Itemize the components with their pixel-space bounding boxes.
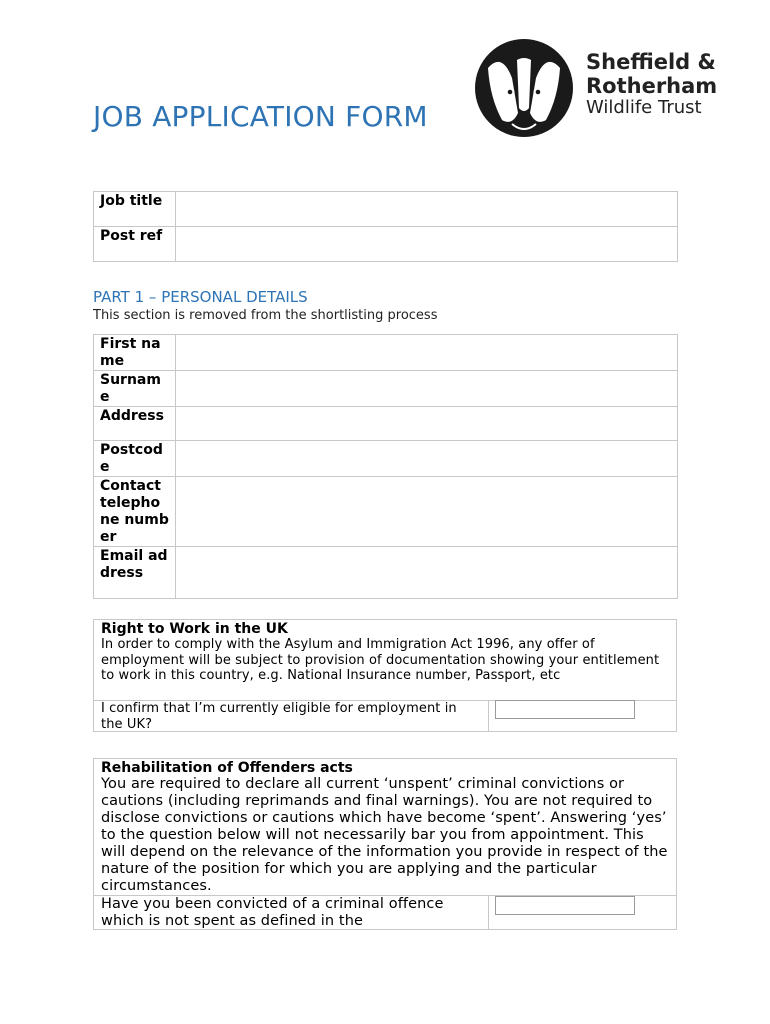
address-field[interactable] — [176, 407, 678, 441]
table-row — [94, 371, 678, 407]
right-to-work-box — [93, 619, 677, 732]
eligibility-answer-field[interactable] — [495, 700, 635, 719]
surname-label: Surname — [94, 371, 176, 407]
conviction-answer-field[interactable] — [495, 896, 635, 915]
right-to-work-heading: Right to Work in the UK — [101, 621, 288, 637]
conviction-question: Have you been convicted of a criminal offence which is not spent as defined in the — [101, 896, 444, 929]
telephone-label: Contact telephone number — [94, 477, 176, 547]
postcode-label: Postcode — [94, 441, 176, 477]
table-row — [94, 192, 678, 227]
address-label: Address — [94, 407, 176, 441]
part1-heading: PART 1 – PERSONAL DETAILS — [93, 288, 308, 306]
first-name-label: First name — [94, 335, 176, 371]
table-row — [94, 441, 678, 477]
page-title: JOB APPLICATION FORM — [93, 100, 428, 133]
email-field[interactable] — [176, 547, 678, 599]
rehabilitation-text: You are required to declare all current ‘unspent’ criminal convictions or cautions (including reprimands and final warnings). You are not required to disclose convictions or cautions which have become ‘spent’. Answering ‘yes’ to the question below will not necessarily bar you from appointment. This will depend on the relevance of the information you provide in respect of the nature of the position for which you are applying and the particular circumstances. — [101, 776, 668, 894]
postcode-field[interactable] — [176, 441, 678, 477]
table-row — [94, 335, 678, 371]
telephone-field[interactable] — [176, 477, 678, 547]
job-title-field[interactable] — [176, 192, 678, 227]
job-details-table — [93, 191, 678, 262]
job-title-label: Job title — [94, 192, 176, 227]
eligibility-question: I confirm that I’m currently eligible for employment in the UK? — [101, 701, 457, 732]
org-name-line2: Rotherham — [586, 74, 718, 98]
table-row — [94, 227, 678, 262]
table-row — [94, 407, 678, 441]
personal-details-table — [93, 334, 678, 599]
email-label: Email address — [94, 547, 176, 599]
part1-subheading: This section is removed from the shortlisting process — [93, 308, 438, 323]
table-row — [94, 547, 678, 599]
post-ref-label: Post ref — [94, 227, 176, 262]
org-name-line3: Wildlife Trust — [586, 97, 702, 118]
table-row — [94, 477, 678, 547]
rehabilitation-box — [93, 758, 677, 930]
rehabilitation-heading: Rehabilitation of Offenders acts — [101, 760, 353, 776]
org-name-line1: Sheffield & — [586, 50, 716, 74]
badger-logo-icon — [472, 38, 576, 138]
wildlife-trust-logo — [472, 38, 742, 138]
post-ref-field[interactable] — [176, 227, 678, 262]
right-to-work-text: In order to comply with the Asylum and Immigration Act 1996, any offer of employment will be subject to provision of documentation showing your entitlement to work in this country, e.g. National Insurance number, Passport, etc — [101, 637, 660, 683]
surname-field[interactable] — [176, 371, 678, 407]
first-name-field[interactable] — [176, 335, 678, 371]
